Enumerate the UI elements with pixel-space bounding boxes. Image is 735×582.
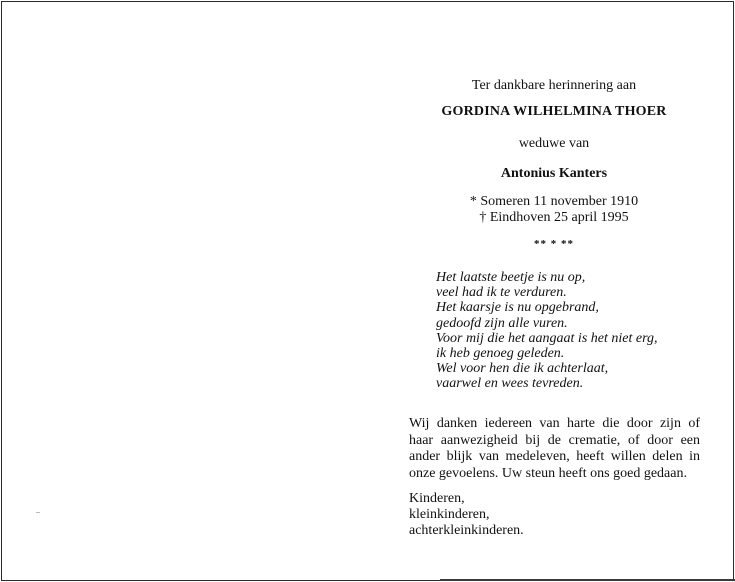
deceased-name: GORDINA WILHELMINA THOER <box>441 104 667 119</box>
thanks-line: haar aanwezigheid bij de crematie, of door een <box>409 432 700 448</box>
separator-stars: ** * ** <box>534 238 574 250</box>
thanks-paragraph <box>409 416 700 482</box>
poem-line: gedoofd zijn alle vuren. <box>436 315 568 331</box>
poem <box>436 270 716 392</box>
poem-line: vaarwel en wees tevreden. <box>436 376 584 392</box>
thanks-line: Wij danken iedereen van harte die door zijn of <box>409 416 700 431</box>
signoff-line: achterkleinkinderen. <box>409 523 524 539</box>
spouse-name: Antonius Kanters <box>500 166 608 181</box>
relation-line: weduwe van <box>518 136 590 151</box>
poem-line: Het laatste beetje is nu op, <box>436 270 586 285</box>
card-bottom-edge <box>440 579 735 581</box>
poem-line: veel had ik te verduren. <box>436 285 567 301</box>
poem-line: Wel voor hen die ik achterlaat, <box>436 361 609 377</box>
intro-line: Ter dankbare herinnering aan <box>471 78 637 93</box>
scan-speck <box>36 512 40 513</box>
signoff <box>409 491 689 540</box>
poem-line: Het kaarsje is nu opgebrand, <box>436 300 599 316</box>
birth-line: * Someren 11 november 1910 <box>469 194 639 209</box>
death-line: † Eindhoven 25 april 1995 <box>479 210 629 225</box>
thanks-line: ander blijk van medeleven, heeft willen delen in <box>409 449 700 464</box>
poem-line: ik heb genoeg geleden. <box>436 346 565 362</box>
signoff-line: Kinderen, <box>409 491 465 506</box>
signoff-line: kleinkinderen, <box>409 507 490 523</box>
poem-line: Voor mij die het aangaat is het niet erg, <box>436 330 658 346</box>
thanks-line: onze gevoelens. Uw steun heeft ons goed gedaan. <box>409 465 687 481</box>
